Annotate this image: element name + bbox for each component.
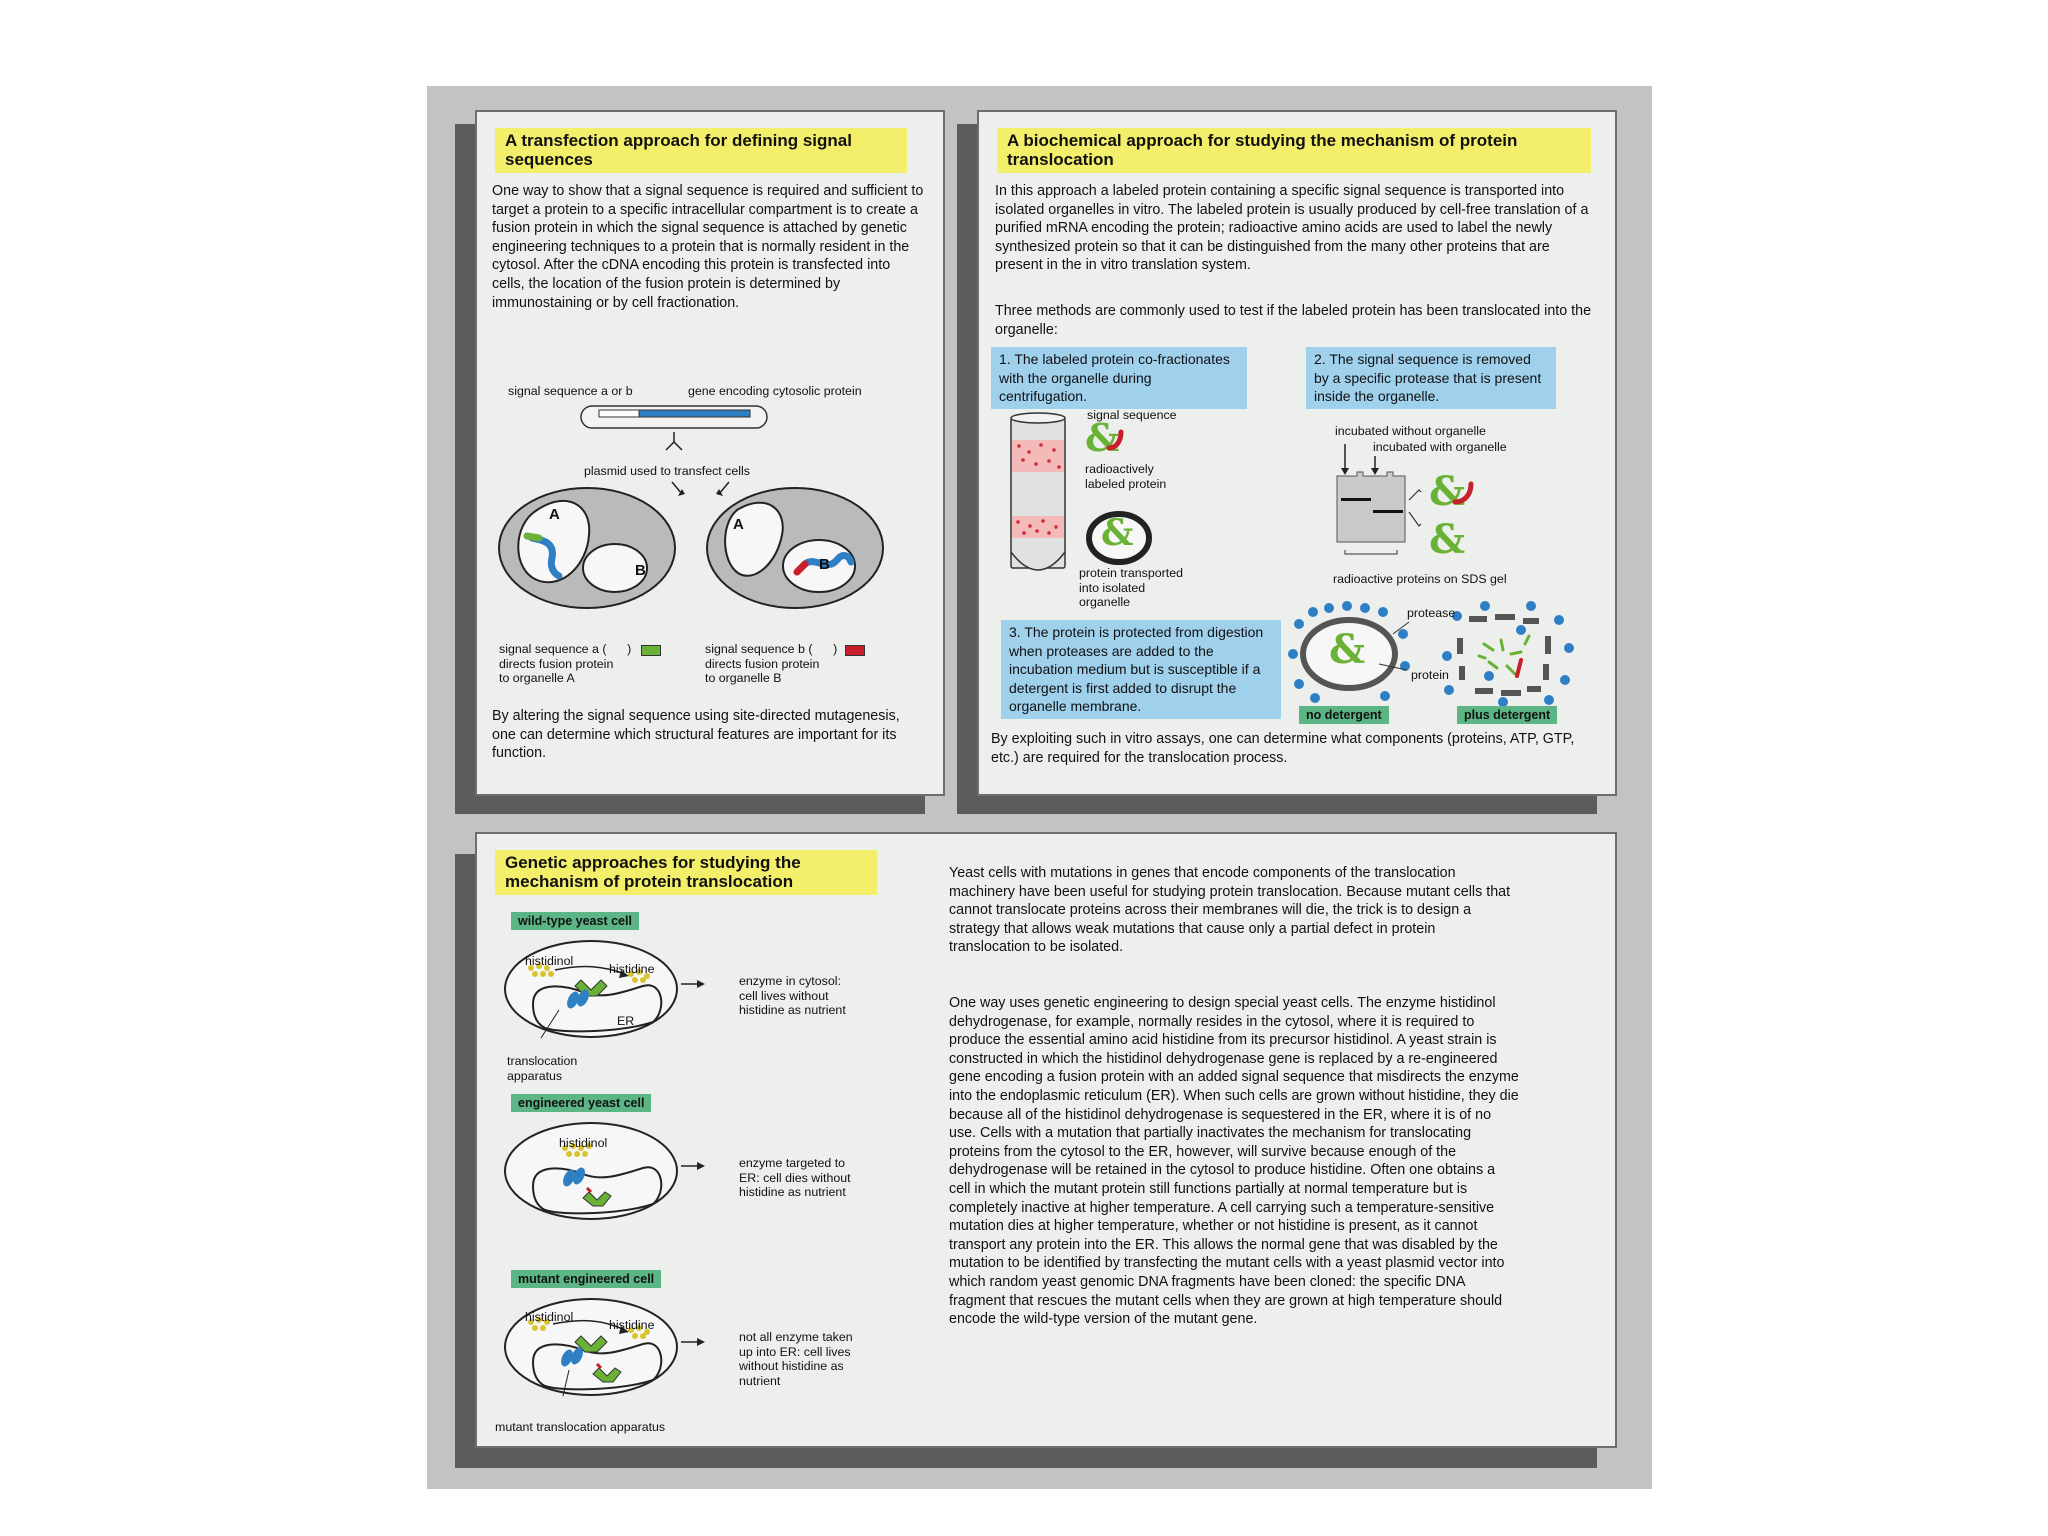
label-transported: protein transported into isolated organelle [1079,566,1184,609]
signal-tail-1 [1107,430,1137,454]
cell-left [499,488,675,608]
caption-signal-b: signal sequence b ( ) directs fusion protein to organelle B [705,642,838,685]
label-histidinol-3: histidinol [525,1310,574,1324]
panel2-footer: By exploiting such in vitro assays, one can determine what components (proteins, ATP, GTP, etc.) are required for the translocation process. [991,731,1575,766]
panel2-body-2: Three methods are commonly used to test if the labeled protein has been translocated into the organelle: [995,303,1592,338]
panel-genetic [475,832,1617,1448]
label-histidine-3: histidine [609,1318,655,1332]
ampersand-gel-2: & [1429,516,1466,563]
legend-swatch-green [641,645,661,656]
label-without-organelle: incubated without organelle [1335,424,1486,438]
panel3-text-1: Yeast cells with mutations in genes that encode components of the translocation machinery have been useful for studying protein translocation. Because mutant cells that cannot translocate proteins across their membranes will die, the trick is to design a strategy that allows weak mutations that cause only a partial defect in protein translocation to be isolated. [949,865,1511,956]
caption-signal-a: signal sequence a ( ) directs fusion protein to organelle A [499,642,632,685]
panel2-title: A biochemical approach for studying the mechanism of protein translocation [997,128,1591,173]
organelle-b-left: B [635,562,646,579]
transfected-cells [497,480,897,616]
panel-biochemical [977,110,1617,796]
panel1-title: A transfection approach for defining signal sequences [495,128,907,173]
tag-plus-detergent: plus detergent [1457,706,1557,724]
tag-mutant: mutant engineered cell [511,1270,661,1288]
tag-no-detergent: no detergent [1299,706,1389,724]
panel-transfection [475,110,945,796]
panel3-title: Genetic approaches for studying the mechanism of protein translocation [495,850,877,895]
tag-wild-type: wild-type yeast cell [511,912,639,930]
legend-swatch-red [845,645,865,656]
cell-right [707,488,883,608]
signal-tail-gel [1453,482,1483,508]
label-histidinol-2: histidinol [559,1136,608,1150]
gel-band-1 [1341,498,1371,501]
panel3-text-2: One way uses genetic engineering to design special yeast cells. The enzyme histidinol dehydrogenase, for example, normally resides in the cytosol, where it is required to produce the essential amino acid histidine from its precursor histidinol. A yeast strain is constructed in which the histidinol dehydrogenase gene is replaced by a re-engineered gene encoding a fusion protein with an added signal sequence that misdirects the enzyme into the endoplasmic reticulum (ER). When such cells are grown without histidine, they die because all of the histidinol dehydrogenase is sequestered in the ER, where it is of no use. Cells with a mutation that partially inactivates the mechanism for translocating proteins from the cytosol to the ER, however, will survive because enough of the dehydrogenase will be retained in the cytosol to produce histidine. Often one obtains a cell in which the mutant protein still functions partially at normal temperature but is completely inactive at higher temperature. A cell carrying such a temperature-sensitive mutation dies at higher temperature, whether or not histidine is present, as it cannot transport any protein into the ER. This allows the normal gene that was disabled by the mutation to be identified by transfecting the mutant cells with a yeast plasmid vector into which random yeast genomic DNA fragments have been cloned: the specific DNA fragment that rescues the mutant cells when they are grown at high temperature should encode the wild-type version of the mutant gene. [949,995,1519,1328]
organelle-a-left: A [549,506,560,523]
outcome-3: not all enzyme taken up into ER: cell lives without histidine as nutrient [739,1330,853,1388]
panel1-footer: By altering the signal sequence using site-directed mutagenesis, one can determine which structural features are important for its function. [492,708,900,762]
label-histidinol-1: histidinol [525,954,574,968]
ampersand-protein-1: & [1085,415,1120,460]
peptide-fragments [1479,636,1529,674]
outcome-1: enzyme in cytosol: cell lives without histidine as nutrient [739,974,846,1017]
mutant-cell [503,1292,763,1402]
ampersand-gel-1: & [1429,468,1466,515]
figure-background [427,86,1652,1489]
label-gene: gene encoding cytosolic protein [688,384,862,398]
signal-segment [599,410,639,417]
engineered-cell [503,1116,763,1226]
label-translocation-apparatus: translocation apparatus [507,1054,578,1083]
label-er: ER [617,1014,635,1028]
ampersand-protein-2: & [1101,512,1134,554]
gel-band-2 [1373,510,1403,513]
method-1: 1. The labeled protein co-fractionates with the organelle during centrifugation. [991,347,1247,409]
gene-segment [639,410,750,417]
method-3: 3. The protein is protected from digestion when proteases are added to the incubation medium but is susceptible if a detergent is first added to disrupt the organelle membrane. [1001,620,1281,719]
label-with-organelle: incubated with organelle [1373,440,1507,454]
label-protein: protein [1411,668,1449,682]
label-protease: protease [1407,606,1456,620]
ampersand-protected: & [1329,626,1366,673]
label-signal-sequence: signal sequence a or b [508,384,633,398]
organelle-a-right: A [733,516,744,533]
label-signal-sequence-2: signal sequence [1087,408,1177,422]
organelle-b-right: B [819,556,830,573]
outcome-2: enzyme targeted to ER: cell dies without histidine as nutrient [739,1156,851,1199]
disrupted-membrane [1457,614,1551,696]
label-sds-gel: radioactive proteins on SDS gel [1333,572,1507,586]
method-2: 2. The signal sequence is removed by a specific protease that is present inside the organelle. [1306,347,1556,409]
plasmid-diagram [577,402,777,462]
label-histidine-1: histidine [609,962,655,976]
panel2-body-1: In this approach a labeled protein containing a specific signal sequence is transported into isolated organelles in vitro. The labeled protein is usually produced by cell-free translation of a purified mRNA encoding the protein; radioactive amino acids are used to label the newly synthesized protein so that it can be distinguished from the many other proteins that are present in the in vitro translation system. [995,183,1589,274]
label-mutant-apparatus: mutant translocation apparatus [495,1420,666,1434]
label-radioactive: radioactively labeled protein [1085,462,1167,491]
panel1-body: One way to show that a signal sequence is required and sufficient to target a protein to a specific intracellular compartment is to create a fusion protein in which the signal sequence is attached by genetic engineering techniques to a protein that is normally resident in the cytosol. After the cDNA encoding this protein is transfected into cells, the location of the fusion protein is determined by immunostaining or by cell fractionation. [492,183,924,311]
label-plasmid: plasmid used to transfect cells [584,464,750,478]
tag-engineered: engineered yeast cell [511,1094,651,1112]
